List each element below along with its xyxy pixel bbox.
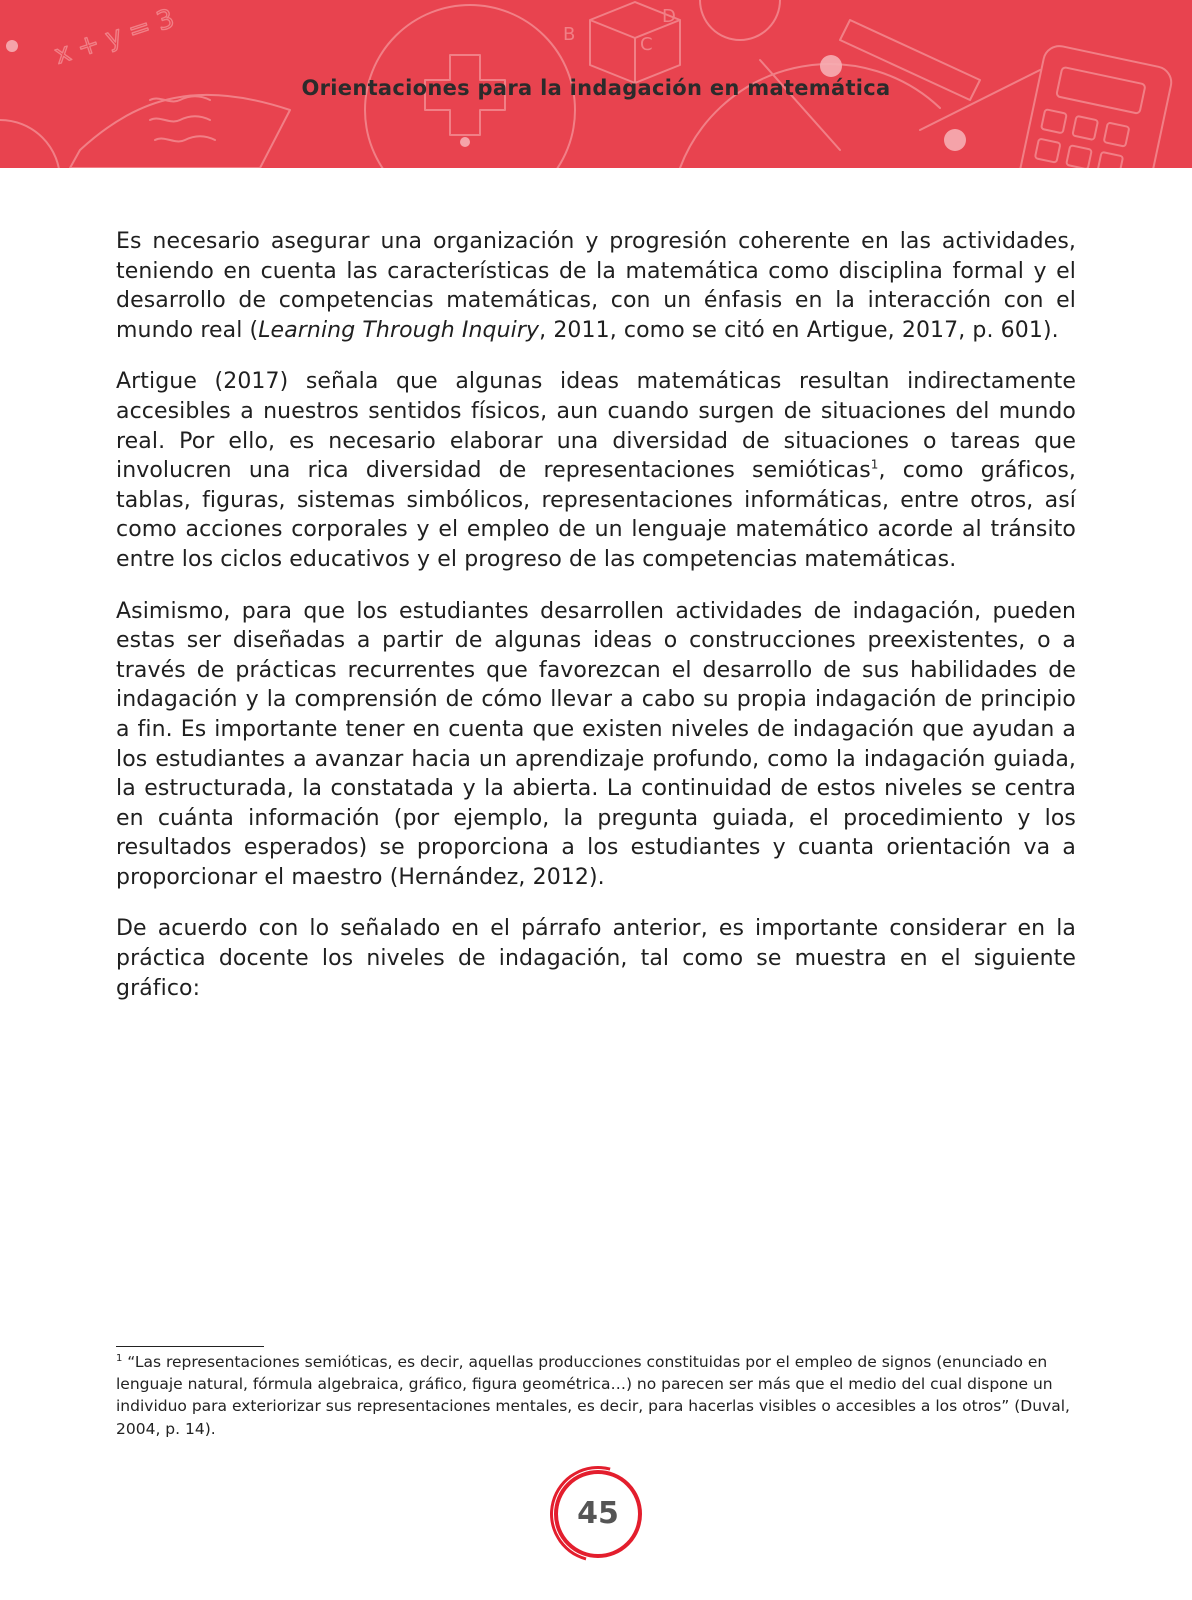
paragraph-2: Artigue (2017) señala que algunas ideas matemáticas resultan indirectamente accesibles a nuestros sentidos físicos, aun cuando surgen de situaciones del mundo real. Por ello, es necesario elaborar una diversidad de situaciones o tareas que involucren una rica diversidad de representaciones semióticas$^1$, como gráficos, tablas, figuras, sistemas simbólicos, representaciones informáticas, entre otros, así como acciones corporales y el empleo de un lenguaje matemático acorde al tránsito entre los ciclos educativos y el progreso de las competencias matemáticas. (116, 369, 1076, 572)
doodle-letter-d: D (662, 6, 676, 27)
doodle-letter-c: C (640, 34, 653, 55)
doodle-equation: x + y = 3 (50, 3, 179, 71)
footnote-marker: 1 (116, 1353, 123, 1364)
paragraph-1: Es necesario asegurar una organización y progresión coherente en las actividades, teniendo en cuenta las características de la matemática como disciplina formal y el desarrollo de competencias matemáticas, con un énfasis en la interacción con el mundo real (Learning Through Inquiry, 2011, como se citó en Artigue, 2017, p. 601). (116, 229, 1076, 343)
main-content (116, 227, 1076, 1025)
page-number: 45 (577, 1496, 619, 1531)
footnote-reference[interactable]: 1 (870, 457, 879, 472)
paragraph-3: Asimismo, para que los estudiantes desarrollen actividades de indagación, pueden estas ser diseñadas a partir de algunas ideas o construcciones preexistentes, o a través de prácticas recurrentes que favorezcan el desarrollo de sus habilidades de indagación y la comprensión de cómo llevar a cabo su propia indagación de principio a fin. Es importante tener en cuenta que existen niveles de indagación que ayudan a los estudiantes a avanzar hacia un aprendizaje profundo, como la indagación guiada, la estructurada, la constatada y la abierta. La continuidad de estos niveles se centra en cuánta información (por ejemplo, la pregunta guiada, el procedimiento y los resultados esperados) se proporciona a los estudiantes y cuanta orientación va a proporcionar el maestro (Hernández, 2012). (116, 598, 1076, 890)
page-header (0, 0, 1192, 168)
footnote (116, 1351, 1076, 1440)
doodle-letter-b: B (563, 24, 576, 45)
page-number-badge (554, 1470, 642, 1558)
footnote-divider (116, 1346, 264, 1347)
italic-citation: Learning Through Inquiry (258, 317, 540, 343)
paragraph-4: De acuerdo con lo señalado en el párrafo anterior, es importante considerar en la práctica docente los niveles de indagación, tal como se muestra en el siguiente gráfico: (116, 916, 1076, 1001)
footnote-text: “Las representaciones semióticas, es decir, aquellas producciones constituidas por el empleo de signos (enunciado en lenguaje natural, fórmula algebraica, gráfico, figura geométrica…) no parecen ser más que el medio del cual dispone un individuo para exteriorizar sus representaciones mentales, es decir, para hacerlas visibles o accesibles a los otros” (Duval, 2004, p. 14). (116, 1353, 1070, 1438)
header-title: Orientaciones para la indagación en matemática (301, 76, 891, 100)
